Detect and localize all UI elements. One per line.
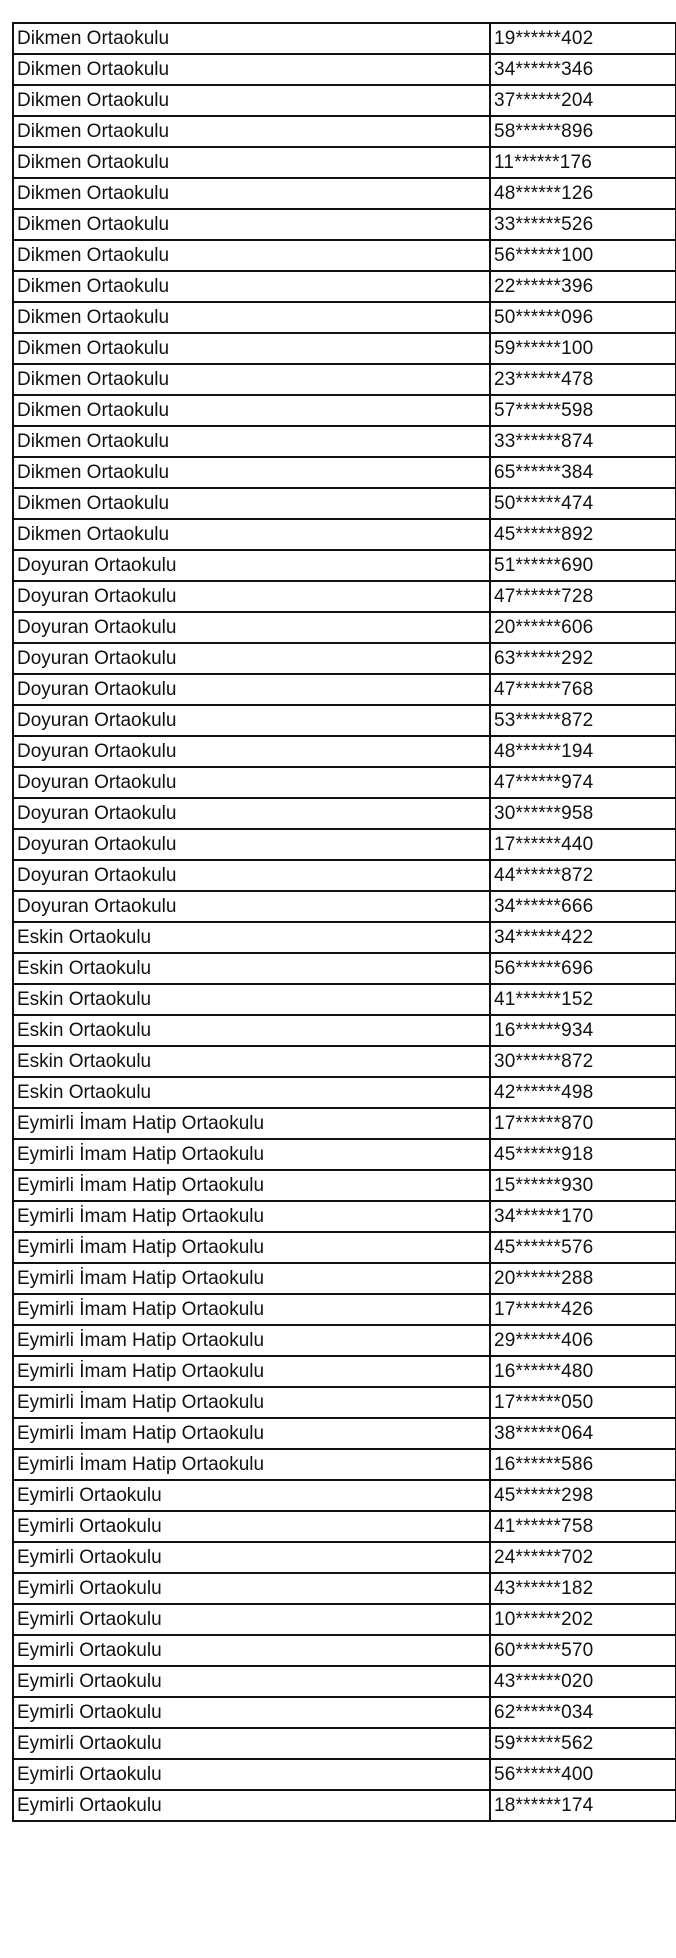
masked-id-cell[interactable]: 56******100	[490, 240, 676, 271]
school-name-cell[interactable]: Eskin Ortaokulu	[13, 1046, 490, 1077]
table-row	[13, 1449, 676, 1480]
school-name-cell[interactable]: Doyuran Ortaokulu	[13, 612, 490, 643]
masked-id-cell[interactable]: 47******768	[490, 674, 676, 705]
school-name-cell[interactable]: Eymirli İmam Hatip Ortaokulu	[13, 1449, 490, 1480]
school-name-cell[interactable]: Eymirli İmam Hatip Ortaokulu	[13, 1387, 490, 1418]
masked-id-cell[interactable]: 47******974	[490, 767, 676, 798]
school-name-cell[interactable]: Eymirli İmam Hatip Ortaokulu	[13, 1325, 490, 1356]
school-name-cell[interactable]: Eymirli İmam Hatip Ortaokulu	[13, 1418, 490, 1449]
table-row	[13, 767, 676, 798]
table-row	[13, 674, 676, 705]
table-row	[13, 1232, 676, 1263]
table-row	[13, 1666, 676, 1697]
masked-id-cell[interactable]: 62******034	[490, 1697, 676, 1728]
table-row	[13, 891, 676, 922]
school-name-cell[interactable]: Dikmen Ortaokulu	[13, 488, 490, 519]
masked-id-cell[interactable]: 60******570	[490, 1635, 676, 1666]
masked-id-cell[interactable]: 19******402	[490, 23, 676, 54]
table-row	[13, 1573, 676, 1604]
school-name-cell[interactable]: Dikmen Ortaokulu	[13, 85, 490, 116]
table-row	[13, 519, 676, 550]
table-row	[13, 736, 676, 767]
table-row	[13, 1108, 676, 1139]
school-name-cell[interactable]: Dikmen Ortaokulu	[13, 364, 490, 395]
masked-id-cell[interactable]: 59******100	[490, 333, 676, 364]
masked-id-cell[interactable]: 34******422	[490, 922, 676, 953]
school-name-cell[interactable]: Dikmen Ortaokulu	[13, 54, 490, 85]
table-row	[13, 147, 676, 178]
masked-id-cell[interactable]: 11******176	[490, 147, 676, 178]
school-name-cell[interactable]: Dikmen Ortaokulu	[13, 271, 490, 302]
table-row	[13, 271, 676, 302]
masked-id-cell[interactable]: 20******606	[490, 612, 676, 643]
school-name-cell[interactable]: Eymirli Ortaokulu	[13, 1542, 490, 1573]
masked-id-cell[interactable]: 33******526	[490, 209, 676, 240]
table-row	[13, 860, 676, 891]
table-row	[13, 178, 676, 209]
table-row	[13, 85, 676, 116]
masked-id-cell[interactable]: 16******586	[490, 1449, 676, 1480]
table-row	[13, 1077, 676, 1108]
school-name-cell[interactable]: Eymirli Ortaokulu	[13, 1666, 490, 1697]
masked-id-cell[interactable]: 17******050	[490, 1387, 676, 1418]
masked-id-cell[interactable]: 22******396	[490, 271, 676, 302]
masked-id-cell[interactable]: 37******204	[490, 85, 676, 116]
masked-id-cell[interactable]: 16******480	[490, 1356, 676, 1387]
masked-id-cell[interactable]: 48******194	[490, 736, 676, 767]
school-name-cell[interactable]: Eymirli İmam Hatip Ortaokulu	[13, 1263, 490, 1294]
table-row	[13, 23, 676, 54]
table-row	[13, 1542, 676, 1573]
masked-id-cell[interactable]: 10******202	[490, 1604, 676, 1635]
school-name-cell[interactable]: Doyuran Ortaokulu	[13, 891, 490, 922]
table-row	[13, 1139, 676, 1170]
masked-id-cell[interactable]: 50******096	[490, 302, 676, 333]
table-row	[13, 1201, 676, 1232]
table-row	[13, 643, 676, 674]
masked-id-cell[interactable]: 30******958	[490, 798, 676, 829]
table-row	[13, 240, 676, 271]
school-name-cell[interactable]: Eymirli Ortaokulu	[13, 1511, 490, 1542]
masked-id-cell[interactable]: 18******174	[490, 1790, 676, 1821]
school-name-cell[interactable]: Eymirli İmam Hatip Ortaokulu	[13, 1201, 490, 1232]
masked-id-cell[interactable]: 17******870	[490, 1108, 676, 1139]
masked-id-cell[interactable]: 38******064	[490, 1418, 676, 1449]
masked-id-cell[interactable]: 41******758	[490, 1511, 676, 1542]
masked-id-cell[interactable]: 65******384	[490, 457, 676, 488]
table-row	[13, 1728, 676, 1759]
masked-id-cell[interactable]: 34******666	[490, 891, 676, 922]
masked-id-cell[interactable]: 56******696	[490, 953, 676, 984]
table-row	[13, 1511, 676, 1542]
table-row	[13, 488, 676, 519]
school-name-cell[interactable]: Eymirli Ortaokulu	[13, 1480, 490, 1511]
table-row	[13, 581, 676, 612]
table-row	[13, 612, 676, 643]
school-name-cell[interactable]: Eskin Ortaokulu	[13, 1015, 490, 1046]
table-row	[13, 922, 676, 953]
masked-id-cell[interactable]: 63******292	[490, 643, 676, 674]
school-name-cell[interactable]: Doyuran Ortaokulu	[13, 736, 490, 767]
masked-id-cell[interactable]: 56******400	[490, 1759, 676, 1790]
school-name-cell[interactable]: Dikmen Ortaokulu	[13, 333, 490, 364]
table-row	[13, 1759, 676, 1790]
masked-id-cell[interactable]: 17******440	[490, 829, 676, 860]
school-name-cell[interactable]: Doyuran Ortaokulu	[13, 581, 490, 612]
school-name-cell[interactable]: Dikmen Ortaokulu	[13, 519, 490, 550]
school-name-cell[interactable]: Doyuran Ortaokulu	[13, 767, 490, 798]
table-row	[13, 550, 676, 581]
table-row	[13, 1604, 676, 1635]
masked-id-cell[interactable]: 33******874	[490, 426, 676, 457]
masked-id-cell[interactable]: 58******896	[490, 116, 676, 147]
masked-id-cell[interactable]: 45******298	[490, 1480, 676, 1511]
table-row	[13, 209, 676, 240]
masked-id-cell[interactable]: 23******478	[490, 364, 676, 395]
school-name-cell[interactable]: Eymirli İmam Hatip Ortaokulu	[13, 1294, 490, 1325]
table-row	[13, 984, 676, 1015]
school-name-cell[interactable]: Dikmen Ortaokulu	[13, 240, 490, 271]
table-row	[13, 1697, 676, 1728]
school-name-cell[interactable]: Dikmen Ortaokulu	[13, 147, 490, 178]
school-name-cell[interactable]: Eymirli İmam Hatip Ortaokulu	[13, 1232, 490, 1263]
school-name-cell[interactable]: Eymirli Ortaokulu	[13, 1697, 490, 1728]
school-name-cell[interactable]: Doyuran Ortaokulu	[13, 829, 490, 860]
table-row	[13, 457, 676, 488]
masked-id-cell[interactable]: 16******934	[490, 1015, 676, 1046]
school-name-cell[interactable]: Doyuran Ortaokulu	[13, 643, 490, 674]
school-id-table	[12, 22, 676, 1822]
school-name-cell[interactable]: Dikmen Ortaokulu	[13, 23, 490, 54]
school-name-cell[interactable]: Eymirli İmam Hatip Ortaokulu	[13, 1139, 490, 1170]
masked-id-cell[interactable]: 45******892	[490, 519, 676, 550]
table-body	[13, 23, 676, 1821]
masked-id-cell[interactable]: 24******702	[490, 1542, 676, 1573]
masked-id-cell[interactable]: 50******474	[490, 488, 676, 519]
masked-id-cell[interactable]: 29******406	[490, 1325, 676, 1356]
school-name-cell[interactable]: Eskin Ortaokulu	[13, 953, 490, 984]
table-row	[13, 54, 676, 85]
table-row	[13, 705, 676, 736]
school-name-cell[interactable]: Dikmen Ortaokulu	[13, 116, 490, 147]
table-row	[13, 395, 676, 426]
school-name-cell[interactable]: Eymirli İmam Hatip Ortaokulu	[13, 1170, 490, 1201]
masked-id-cell[interactable]: 45******576	[490, 1232, 676, 1263]
masked-id-cell[interactable]: 42******498	[490, 1077, 676, 1108]
school-name-cell[interactable]: Doyuran Ortaokulu	[13, 798, 490, 829]
school-name-cell[interactable]: Dikmen Ortaokulu	[13, 426, 490, 457]
table-row	[13, 333, 676, 364]
table-row	[13, 1418, 676, 1449]
school-name-cell[interactable]: Dikmen Ortaokulu	[13, 209, 490, 240]
masked-id-cell[interactable]: 17******426	[490, 1294, 676, 1325]
school-name-cell[interactable]: Doyuran Ortaokulu	[13, 860, 490, 891]
table-row	[13, 1170, 676, 1201]
table-row	[13, 1356, 676, 1387]
table-row	[13, 426, 676, 457]
table-row	[13, 1294, 676, 1325]
table-row	[13, 1790, 676, 1821]
table-row	[13, 116, 676, 147]
table-row	[13, 1046, 676, 1077]
masked-id-cell[interactable]: 59******562	[490, 1728, 676, 1759]
table-row	[13, 1635, 676, 1666]
masked-id-cell[interactable]: 47******728	[490, 581, 676, 612]
masked-id-cell[interactable]: 44******872	[490, 860, 676, 891]
table-row	[13, 1325, 676, 1356]
school-name-cell[interactable]: Eymirli Ortaokulu	[13, 1635, 490, 1666]
school-name-cell[interactable]: Eymirli Ortaokulu	[13, 1604, 490, 1635]
table-row	[13, 1480, 676, 1511]
school-name-cell[interactable]: Doyuran Ortaokulu	[13, 674, 490, 705]
school-name-cell[interactable]: Eymirli İmam Hatip Ortaokulu	[13, 1356, 490, 1387]
table-row	[13, 364, 676, 395]
school-name-cell[interactable]: Eskin Ortaokulu	[13, 922, 490, 953]
masked-id-cell[interactable]: 57******598	[490, 395, 676, 426]
school-name-cell[interactable]: Dikmen Ortaokulu	[13, 178, 490, 209]
school-name-cell[interactable]: Eymirli Ortaokulu	[13, 1728, 490, 1759]
school-name-cell[interactable]: Eymirli İmam Hatip Ortaokulu	[13, 1108, 490, 1139]
school-name-cell[interactable]: Eymirli Ortaokulu	[13, 1790, 490, 1821]
table-row	[13, 829, 676, 860]
masked-id-cell[interactable]: 34******346	[490, 54, 676, 85]
masked-id-cell[interactable]: 30******872	[490, 1046, 676, 1077]
school-name-cell[interactable]: Doyuran Ortaokulu	[13, 550, 490, 581]
table-row	[13, 953, 676, 984]
masked-id-cell[interactable]: 41******152	[490, 984, 676, 1015]
school-name-cell[interactable]: Eymirli Ortaokulu	[13, 1759, 490, 1790]
table-row	[13, 1387, 676, 1418]
school-name-cell[interactable]: Dikmen Ortaokulu	[13, 457, 490, 488]
school-name-cell[interactable]: Doyuran Ortaokulu	[13, 705, 490, 736]
masked-id-cell[interactable]: 48******126	[490, 178, 676, 209]
masked-id-cell[interactable]: 34******170	[490, 1201, 676, 1232]
table-row	[13, 1015, 676, 1046]
masked-id-cell[interactable]: 15******930	[490, 1170, 676, 1201]
masked-id-cell[interactable]: 20******288	[490, 1263, 676, 1294]
masked-id-cell[interactable]: 43******182	[490, 1573, 676, 1604]
masked-id-cell[interactable]: 53******872	[490, 705, 676, 736]
school-name-cell[interactable]: Dikmen Ortaokulu	[13, 302, 490, 333]
school-name-cell[interactable]: Eskin Ortaokulu	[13, 984, 490, 1015]
school-name-cell[interactable]: Eskin Ortaokulu	[13, 1077, 490, 1108]
school-name-cell[interactable]: Eymirli Ortaokulu	[13, 1573, 490, 1604]
table-row	[13, 1263, 676, 1294]
school-name-cell[interactable]: Dikmen Ortaokulu	[13, 395, 490, 426]
masked-id-cell[interactable]: 43******020	[490, 1666, 676, 1697]
masked-id-cell[interactable]: 45******918	[490, 1139, 676, 1170]
spreadsheet-sheet	[12, 22, 675, 1822]
masked-id-cell[interactable]: 51******690	[490, 550, 676, 581]
table-row	[13, 302, 676, 333]
table-row	[13, 798, 676, 829]
